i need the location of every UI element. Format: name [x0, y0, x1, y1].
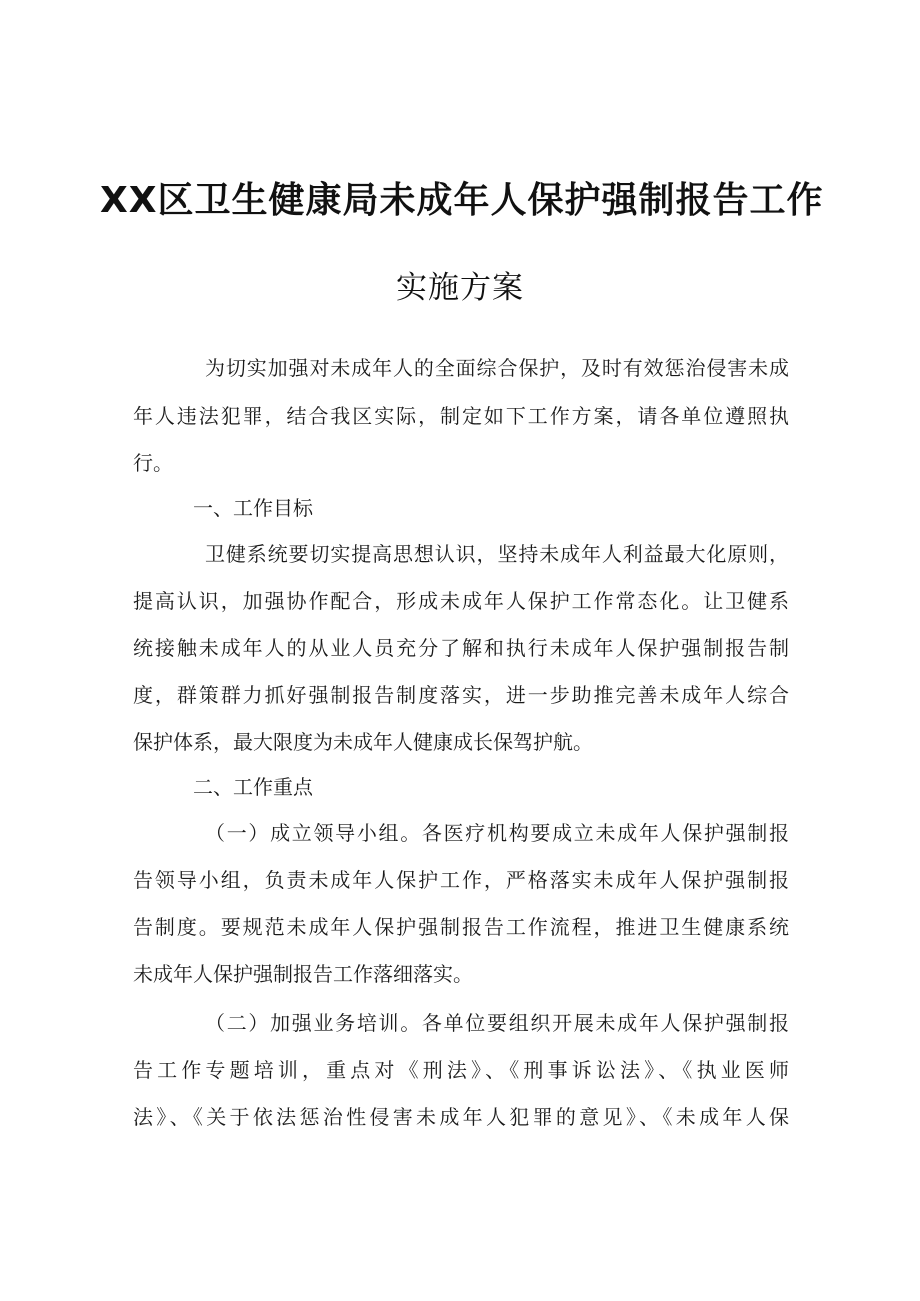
- focus-2-line-1: （二）加强业务培训。各单位要组织开展未成年人保护强制报: [205, 1011, 789, 1035]
- intro-line-1: 为切实加强对未成年人的全面综合保护，及时有效惩治侵害未成: [205, 356, 789, 380]
- document-title-line-1: XX区卫生健康局未成年人保护强制报告工作: [100, 180, 824, 221]
- focus-1-line-1: （一）成立领导小组。各医疗机构要成立未成年人保护强制报: [205, 821, 789, 845]
- focus-1-line-4: 未成年人保护强制报告工作落细落实。: [133, 962, 473, 986]
- goals-line-1: 卫健系统要切实提高思想认识，坚持未成年人利益最大化原则，: [205, 542, 789, 566]
- goals-line-3: 统接触未成年人的从业人员充分了解和执行未成年人保护强制报告制: [133, 636, 789, 660]
- document-title-line-2: 实施方案: [396, 270, 524, 306]
- goals-line-2: 提高认识，加强协作配合，形成未成年人保护工作常态化。让卫健系: [133, 589, 789, 613]
- focus-2-line-3: 法》、《关于依法惩治性侵害未成年人犯罪的意见》、《未成年人保: [133, 1105, 789, 1129]
- section-heading-focus: 二、工作重点: [193, 775, 313, 799]
- section-heading-goals: 一、工作目标: [193, 496, 313, 520]
- intro-line-3: 行。: [133, 451, 173, 475]
- goals-line-4: 度，群策群力抓好强制报告制度落实，进一步助推完善未成年人综合: [133, 683, 789, 707]
- focus-1-line-2: 告领导小组，负责未成年人保护工作，严格落实未成年人保护强制报: [133, 868, 789, 892]
- intro-line-2: 年人违法犯罪，结合我区实际，制定如下工作方案，请各单位遵照执: [133, 404, 789, 428]
- focus-1-line-3: 告制度。要规范未成年人保护强制报告工作流程，推进卫生健康系统: [133, 915, 789, 939]
- goals-line-5: 保护体系，最大限度为未成年人健康成长保驾护航。: [133, 730, 593, 754]
- focus-2-line-2: 告工作专题培训，重点对《刑法》、《刑事诉讼法》、《执业医师: [133, 1058, 789, 1082]
